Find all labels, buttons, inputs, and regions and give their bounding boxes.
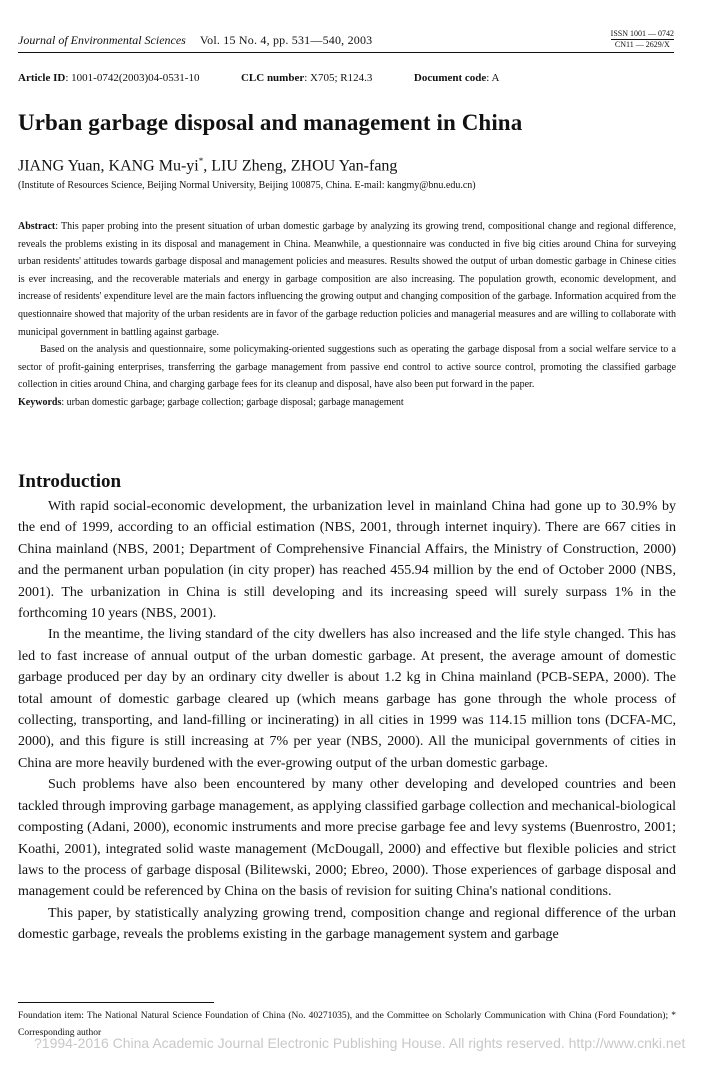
footnote: Foundation item: The National Natural Science Foundation of China (No. 40271035), and the Committee on Scholarly Communication with China (Ford Foundation); * Corresponding author — [18, 1011, 676, 1038]
watermark: ?1994-2016 China Academic Journal Electronic Publishing House. All rights reserved. http://www.cnki.net — [34, 1035, 686, 1051]
article-meta — [18, 72, 499, 84]
article-id-label: Article ID — [18, 72, 66, 84]
abstract-label: Abstract — [18, 221, 56, 232]
affiliation: (Institute of Resources Science, Beijing Normal University, Beijing 100875, China. E-mail: kangmy@bnu.edu.cn) — [18, 180, 476, 191]
article-id: : 1001-0742(2003)04-0531-10 — [65, 72, 200, 84]
clc-label: CLC number — [240, 72, 305, 84]
introduction-body — [18, 496, 676, 946]
authors — [18, 156, 397, 175]
intro-paragraph: In the meantime, the living standard of the city dwellers has also increased and the life style changed. This has led to fast increase of annual output of the urban domestic garbage. At present, the average amount of domestic garbage produced per day by an ordinary city dweller is about 1.2 kg in China mainland (PCB-SEPA, 2000). The total amount of domestic garbage cleared up (which means garbage has gone through the whole process of collecting, transporting, and land-filling or incinerating) in all cities in 1999 was 114.15 million tons (DCFA-MC, 2000), and this figure is still increasing at 7% per year (NBS, 2000). All the municipal governments of cities in China are more heavily burdened with the ever-growing output of the urban domestic garbage. — [18, 627, 676, 771]
header-rule — [18, 52, 674, 53]
doc-code-label: Document code — [413, 72, 487, 84]
authors-part2: , LIU Zheng, ZHOU Yan-fang — [203, 157, 398, 175]
keywords: : urban domestic garbage; garbage collection; garbage disposal; garbage management — [61, 396, 404, 408]
running-head — [18, 33, 372, 48]
volume-info: Vol. 15 No. 4, pp. 531—540, 2003 — [199, 33, 373, 47]
intro-paragraph: Such problems have also been encountered by many other developing and developed countries and been tackled through improving garbage management, as applying classified garbage collection and mechanical-biological composting (Adani, 2000), economic instruments and more precise garbage fee and levy systems (Buenrostro, 2001; Koathi, 2001), integrated solid waste management (McDougall, 2000) and effective but flexible policies and strict laws to the process of garbage disposal (Bilitewski, 2000; Ebreo, 2000). Those experiences of garbage disposal and management could be referenced by China on the basis of revision for suiting China's national conditions. — [18, 777, 676, 900]
intro-paragraph: This paper, by statistically analyzing growing trend, composition change and regional difference of the urban domestic garbage, reveals the problems existing in the garbage management system and garbage — [18, 905, 676, 943]
keywords-label: Keywords — [18, 396, 62, 408]
journal-name: Journal of Environmental Sciences — [18, 33, 186, 47]
paper-title: Urban garbage disposal and management in China — [18, 110, 523, 135]
intro-paragraph: With rapid social-economic development, the urbanization level in mainland China had gone up to 30.9% by the end of 1999, according to an official estimation (NBS, 2001, through internet inquiry). There are 667 cities in China mainland (NBS, 2001; Department of Comprehensive Financial Affairs, the Ministry of Construction, 2000) and the permanent urban population (in city proper) has reached 455.94 million by the end of October 2000 (NBS, 2001). The urbanization in China is still developing and its increasing speed will surely surpass 1% in the forthcoming 10 years (NBS, 2001). — [18, 499, 676, 622]
issn: ISSN 1001 — 0742 — [610, 29, 674, 38]
clc-number: : X705; R124.3 — [304, 72, 373, 84]
abstract-paragraph-2: Based on the analysis and questionnaire, some policymaking-oriented suggestions such as operating the garbage disposal from a social welfare service to a sector of profit-gaining enterprises, transferring the garbage management from passive end control to active source control, promoting the classified garbage collection in cities around China, and charging garbage fees for its cleanup and disposal, have also been put forward in the paper. — [18, 344, 676, 391]
abstract-paragraph-1: : This paper probing into the present situation of urban domestic garbage by analyzing its growing trend, compositional change and regional difference, reveals the problems existing in its disposal and management in China. Meanwhile, a questionnaire was conducted in five big cities around China for surveying urban residents' attitudes towards garbage disposal and management policies and measures. Results showed the output of urban domestic garbage in Chinese cities is ever increasing, and the recoverable materials and energy in garbage composition are also increasing. The population growth, economic development, and increase of residents' expenditure level are the main factors influencing the growing output and changing composition of the garbage. Information acquired from the questionnaire showed that majority of the urban residents are in favor of the garbage reduction policies and managerial measures and are willing to collaborate with municipal government in battling against garbage. — [18, 221, 676, 338]
corresponding-star: * — [198, 156, 204, 166]
authors-part1: JIANG Yuan, KANG Mu-yi — [18, 157, 199, 175]
cn-number: CN11 — 2629/X — [611, 39, 674, 50]
issn-block — [611, 29, 674, 50]
footnote-rule — [18, 1002, 214, 1003]
doc-code: : A — [486, 72, 500, 84]
introduction-heading: Introduction — [18, 471, 122, 492]
abstract — [18, 218, 676, 412]
